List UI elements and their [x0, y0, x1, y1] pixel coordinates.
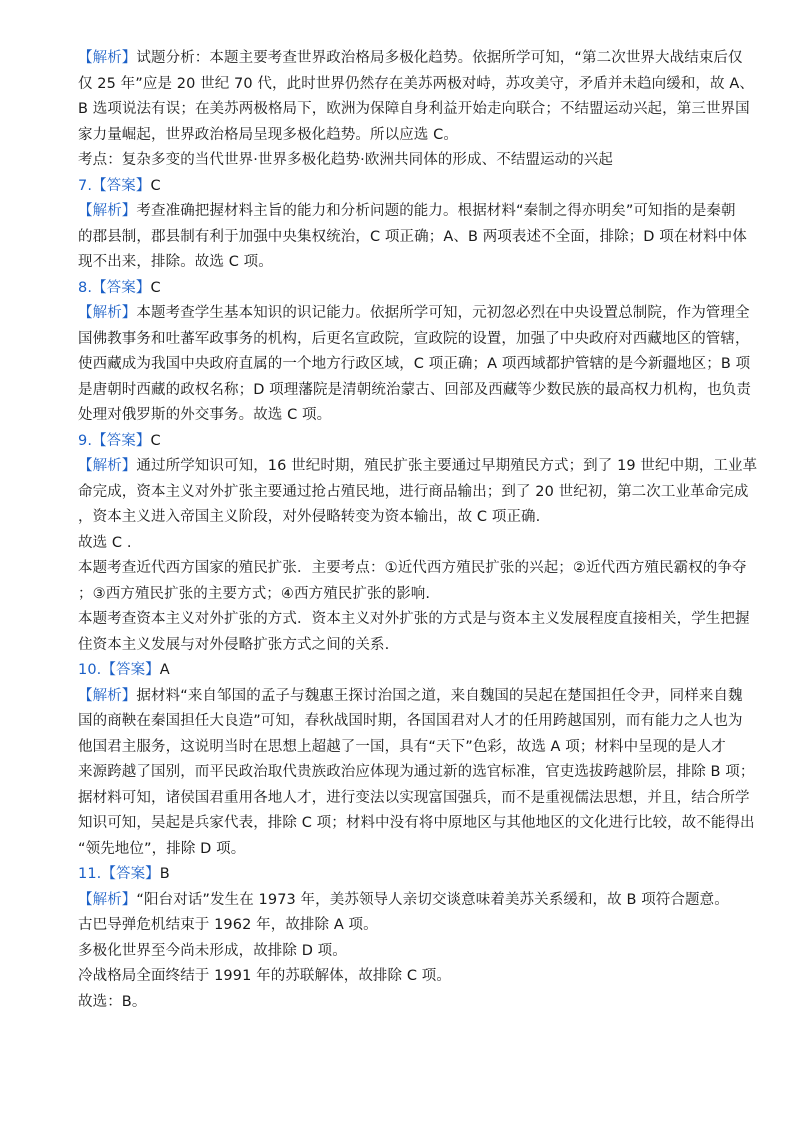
text-line: [78, 199, 736, 225]
line-text: 国的商鞅在秦国担任大良造”可知，春秋战国时期，各国国君对人才的任用跨越国别，而有能力之人也为: [78, 713, 743, 729]
line-text: 家力量崛起，世界政治格局呈现多极化趋势。所以应选 C。: [78, 126, 458, 143]
line-text: 冷战格局全面终结于 1991 年的苏联解体，故排除 C 项。: [78, 968, 451, 984]
text-line: [78, 811, 755, 837]
text-line: [78, 225, 747, 251]
line-text: 处理对俄罗斯的外交事务。故选 C 项。: [78, 407, 332, 423]
text-line: [78, 403, 726, 429]
text-line: [78, 964, 726, 990]
analysis-tag: 【解析】: [78, 891, 137, 908]
line-text: 是唐朝时西藏的政权名称；D 项理藩院是清朝统治蒙古、回部及西藏等少数民族的最高权力机构，也负责: [78, 381, 751, 398]
text-line: [78, 505, 726, 531]
answer-block-q7: [78, 174, 747, 276]
line-text: 古巴导弹危机结束于 1962 年，故排除 A 项。: [78, 917, 378, 933]
line-text: “领先地位”，排除 D 项。: [78, 840, 246, 857]
text-line: [78, 786, 750, 812]
line-text: ，资本主义进入帝国主义阶段，对外侵略转变为资本输出，故 C 项正确.: [78, 509, 541, 525]
question-number: 8.: [78, 279, 93, 296]
line-text: 他国君主服务，这说明当时在思想上超越了一国，具有“天下”色彩，故选 A 项；材料中呈现的是人才: [78, 738, 726, 755]
text-line: [78, 378, 751, 404]
text-line: [78, 301, 750, 327]
line-text: 通过所学知识可知，16 世纪时期，殖民扩张主要通过早期殖民方式；到了 19 世纪中期，工业革: [136, 458, 758, 474]
line-text: 仅 25 年”应是 20 世纪 70 代，此时世界仍然存在美苏两极对峙，苏攻美守，矛盾并未趋向缓和，故 A、: [78, 75, 754, 92]
line-text: 现不出来，排除。故选 C 项。: [78, 254, 273, 270]
answer-tag: 【答案】: [92, 279, 151, 296]
analysis-tag: 【解析】: [78, 687, 137, 704]
line-text: 试题分析：本题主要考查世界政治格局多极化趋势。依据所学可知，“第二次世界大战结束后仅: [136, 50, 743, 66]
line-text: 来源跨越了国别，而平民政治取代贵族政治应体现为通过新的选官标准，官吏选拔跨越阶层，排除 B 项；: [78, 764, 755, 780]
answer-value: C: [150, 177, 161, 194]
text-line: [78, 97, 750, 123]
text-line: [78, 352, 751, 378]
text-line: [78, 760, 755, 786]
question-number: 11.: [78, 866, 102, 882]
text-line: [78, 939, 726, 965]
answer-line: [78, 862, 726, 888]
text-line: [78, 709, 743, 735]
analysis-tag: 【解析】: [78, 203, 137, 219]
line-text: 国佛教事务和吐蕃军政事务的机构，后更名宣政院，宣政院的设置，加强了中央政府对西藏地区的管辖，: [78, 330, 750, 347]
answer-tag: 【答案】: [101, 866, 160, 882]
line-text: 本题考查资本主义对外扩张的方式．资本主义对外扩张的方式是与资本主义发展程度直接相关，学生把握: [78, 611, 750, 627]
line-text: 本题考查学生基本知识的识记能力。依据所学可知，元初忽必烈在中央设置总制院，作为管理全: [136, 305, 750, 321]
text-line: [78, 837, 726, 863]
text-line: [78, 735, 726, 761]
document-page: [78, 46, 758, 1015]
text-line: [78, 607, 750, 633]
line-text: ；③西方殖民扩张的主要方式；④西方殖民扩张的影响.: [78, 585, 431, 602]
line-text: 住资本主义发展与对外侵略扩张方式之间的关系.: [78, 636, 390, 653]
line-text: 使西藏成为我国中央政府直属的一个地方行政区域，C 项正确；A 项西域都护管辖的是今新疆地区；B 项: [78, 356, 751, 372]
line-text: 命完成，资本主义对外扩张主要通过抢占殖民地，进行商品输出；到了 20 世纪初，第二次工业革命完成: [78, 483, 749, 500]
text-line: [78, 250, 726, 276]
line-text: 的郡县制，郡县制有利于加强中央集权统治，C 项正确；A、B 两项表述不全面，排除；D 项在材料中体: [78, 228, 747, 245]
question-number: 9.: [78, 432, 93, 449]
answer-line: [78, 174, 726, 200]
answer-line: [78, 429, 726, 455]
answer-line: [78, 276, 726, 302]
text-line: [78, 72, 754, 98]
answer-block-q9: [78, 429, 758, 659]
answer-block-q10: [78, 658, 755, 862]
answer-tag: 【答案】: [92, 432, 151, 449]
text-line: [78, 123, 726, 149]
answer-block-q6: [78, 46, 754, 174]
text-line: [78, 684, 743, 710]
analysis-tag: 【解析】: [78, 50, 137, 66]
answer-block-q8: [78, 276, 751, 429]
answer-value: A: [159, 662, 170, 678]
text-line: [78, 913, 726, 939]
answer-value: C: [150, 279, 161, 296]
question-number: 10.: [78, 662, 102, 678]
question-number: 7.: [78, 177, 93, 194]
line-text: 本题考查近代西方国家的殖民扩张．主要考点：①近代西方殖民扩张的兴起；②近代西方殖民霸权的争夺: [78, 560, 747, 576]
text-line: [78, 888, 729, 914]
answer-value: C: [150, 432, 161, 449]
text-line: [78, 990, 726, 1016]
line-text: 故选 C .: [78, 534, 132, 551]
text-line: [78, 633, 726, 659]
answer-tag: 【答案】: [92, 177, 151, 194]
line-text: B 选项说法有误；在美苏两极格局下，欧洲为保障自身利益开始走向联合；不结盟运动兴起，第三世界国: [78, 101, 750, 117]
answer-value: B: [159, 866, 170, 882]
answer-line: [78, 658, 726, 684]
line-text: 故选：B。: [78, 993, 147, 1010]
text-line: [78, 454, 758, 480]
line-text: 据材料可知，诸侯国君重用各地人才，进行变法以实现富国强兵，而不是重视儒法思想，并且，结合所学: [78, 789, 750, 806]
text-line: [78, 327, 750, 353]
text-line: [78, 46, 743, 72]
answer-block-q11: [78, 862, 729, 1015]
analysis-tag: 【解析】: [78, 305, 137, 321]
line-text: 考查准确把握材料主旨的能力和分析问题的能力。根据材料“秦制之得亦明矣”可知指的是秦朝: [136, 203, 736, 219]
line-text: 知识可知，吴起是兵家代表，排除 C 项；材料中没有将中原地区与其他地区的文化进行比较，故不能得出: [78, 815, 755, 831]
analysis-tag: 【解析】: [78, 458, 137, 474]
line-text: 多极化世界至今尚未形成，故排除 D 项。: [78, 942, 347, 959]
text-line: [78, 556, 747, 582]
text-line: [78, 582, 726, 608]
line-text: 据材料“来自邹国的孟子与魏惠王探讨治国之道，来自魏国的吴起在楚国担任令尹，同样来自魏: [136, 687, 743, 704]
text-line: [78, 531, 726, 557]
text-line: [78, 480, 749, 506]
answer-tag: 【答案】: [101, 662, 160, 678]
line-text: “阳台对话”发生在 1973 年，美苏领导人亲切交谈意味着美苏关系缓和，故 B 项符合题意。: [136, 891, 729, 908]
text-line: [78, 148, 726, 174]
line-text: 考点：复杂多变的当代世界·世界多极化趋势·欧洲共同体的形成、不结盟运动的兴起: [78, 152, 614, 168]
